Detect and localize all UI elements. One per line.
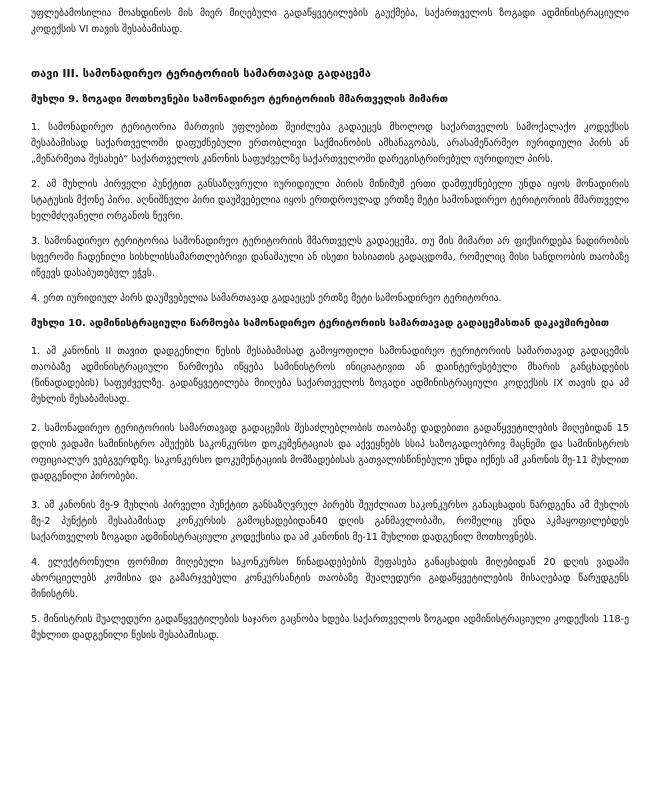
intro-paragraph: უფლებამოსილია მოახდინოს მის მიერ მიღებული გადაწყვეტილების გაუქმება, საქართველოს ზოგადი ადმინისტრაციული კოდექსის VI თავის შესაბამისად.	[31, 8, 629, 35]
article-10-paragraph-3: 3. ამ კანონის მე-9 მუხლის პირველი პუნქტით განსაზღვრულ პირებს შეუძლიათ საკონკურსო განაცხადის წარდგენა ამ მუხლის მე-2 პუნქტის შესაბამისად კონკურსის გამოცხადებიდან40 დღის განმავლობაში, რომელიც უნდა აკმაყოფილებდეს საქართველოს ზოგადი ადმინისტრაციული კოდექსისა და ამ კანონის მე-11 მუხლით დადგენილ მოთხოვნებს.	[31, 500, 629, 543]
article-10-paragraph-4: 4. ელექტრონული ფორმით მიღებული საკონკურსო წინადადებების შეფასება განაცხადის მიღებიდან 20 დღის ვადაში ახორციელებს კომისია და გამარჯვებული კონკურსანტის თაობაზე შუალედური გადაწყვეტილების მისაღებად წარუდგენს მინისტრს.	[31, 557, 629, 600]
article-10-paragraph-1: 1. ამ კანონის II თავით დადგენილი წესის შესაბამისად გამოყოფილი სამონადირეო ტერიტორიის სამართავად გადაცემის თაობაზე ადმინისტრაციული წარმოება იწყება სამინისტროს ინიციატივით ან დაინტერესებული მხარის განცხადების (წინადადების) საფუძველზე. გადაწყვეტილება მიიღება საქართველოს ზოგადი ადმინისტრაციული კოდექსის IX თავის და ამ მუხლის შესაბამისად.	[31, 346, 629, 405]
article-9-paragraph-4: 4. ერთ იურიდიულ პირს დაუშვებელია სამართავად გადაეცეს ერთზე მეტი სამონადირეო ტერიტორია.	[31, 293, 502, 304]
article-9-paragraph-3: 3. სამონადირეო ტერიტორია სამონადირეო ტერიტორიის მმართველს გადაეცემა, თუ მის მიმართ არ ფიქსირდება ნადირობის სფეროში ჩადენილი სისხლისსამართლებრივი დანაშაული ან ისეთი ხასიათის გადაცდომა, რომელიც მისი სანდოობის თაობაზე იწვევს დასაბუთებულ ეჭვს.	[31, 236, 629, 279]
article-9-paragraph-2: 2. ამ მუხლის პირველი პუნქტით განსაზღვრული იურიდიული პირის მინიმუმ ერთი დამფუძნებელი უნდა იყოს მონადირის სტატუსის მქონე პირი. აღნიშნული პირი დაუშვებელია იყოს ერთდროულად ერთზე მეტი სამონადირეო ტერიტორიის მმართველი ხელმძღვანელი ორგანოს წევრი.	[31, 179, 629, 222]
article-10-paragraph-5: 5. მინისტრის შუალედური გადაწყვეტილების საჯარო გაცნობა ხდება საქართველოს ზოგადი ადმინისტრაციული კოდექსის 118-ე მუხლით დადგენილი წესის შესაბამისად.	[31, 614, 629, 641]
article-9-title: მუხლი 9. ზოგადი მოთხოვნები სამონადირეო ტერიტორიის მმართველის მიმართ	[31, 94, 448, 105]
article-9-paragraph-1: 1. სამონადირეო ტერიტორია მართვის უფლებით შეიძლება გადაეცეს მხოლოდ საქართველოს სამოქალაქო კოდექსის შესაბამისად საქართველოში დაფუძნებული ერთობლივი საქმიანობის ამხანაგობას, არასამეწარმეო იურიდიული პირს ან „მეწარმეთა შესახებ“ საქართველოს კანონის საფუძველზე საქართველოში დარეგისტრირებულ იურიდიულ პირს.	[31, 122, 629, 165]
article-10-paragraph-2: 2. სამონადირეო ტერიტორიის სამართავად გადაცემის შესაძლებლობის თაობაზე დადებითი გადაწყვეტილების მიღებიდან 15 დღის ვადაში სამინისტრო აშუქებს საკონკურსო დოკუმენტაციას და აქვეყნებს სსიპ საზოგადოებრივ მაცნეში და სამინისტროს ოფიციალურ ვებგვერდზე. საკონკურსო დოკუმენტაციის მომზადებისას გათვალისწინებული უნდა იქნეს ამ კანონის მე-11 მუხლით დადგენილი პირობები.	[31, 423, 629, 482]
article-10-title: მუხლი 10. ადმინისტრაციული წარმოება სამონადირეო ტერიტორიის სამართავად გადაცემასთან დაკავშირებით	[31, 318, 610, 329]
chapter-title: თავი III. სამონადირეო ტერიტორიის სამართავად გადაცემა	[31, 67, 371, 80]
